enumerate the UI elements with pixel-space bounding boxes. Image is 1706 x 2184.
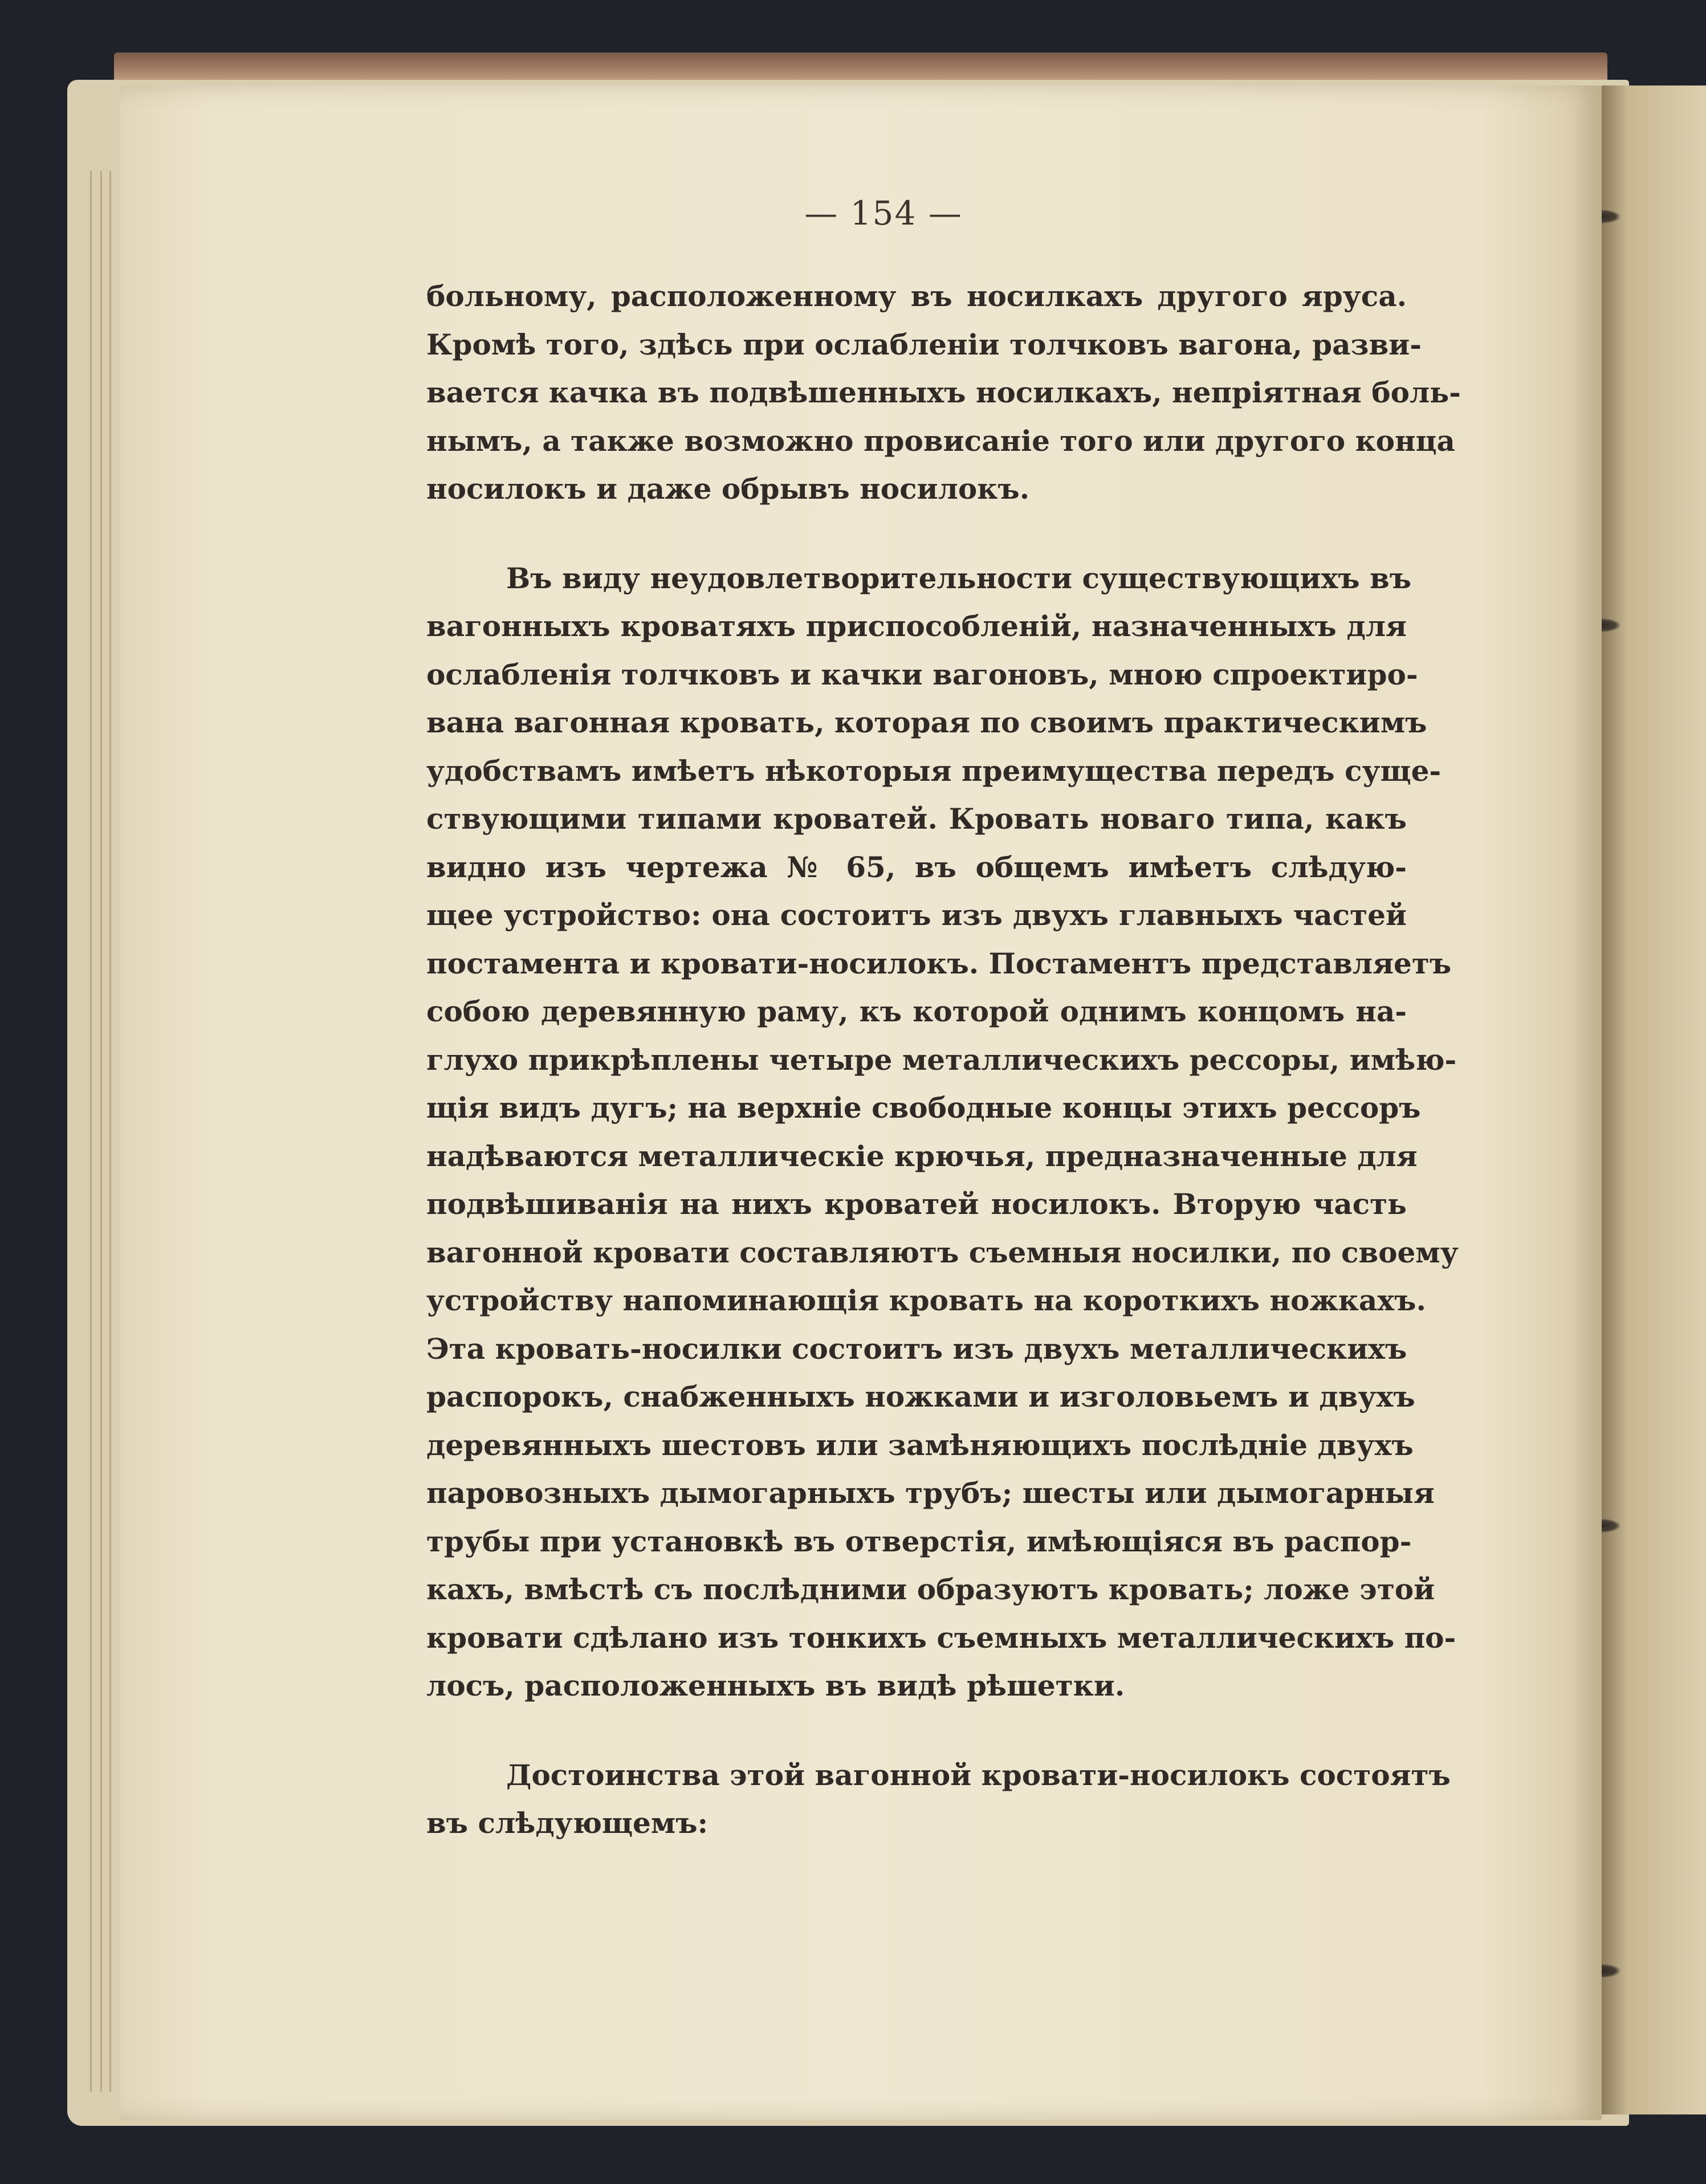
text-line: вается качка въ подвѣшенныхъ носилкахъ, непріятная боль- (426, 376, 1461, 409)
paragraph-1 (426, 272, 1461, 514)
text-line: больному, расположенному въ носилкахъ другого яруса. (426, 279, 1407, 313)
text-line: вагонной кровати составляютъ съемныя носилки, по своему (426, 1235, 1459, 1269)
page-edge-line (90, 171, 92, 2092)
text-line: устройству напоминающія кровать на короткихъ ножкахъ. (426, 1283, 1426, 1317)
text-line: распорокъ, снабженныхъ ножками и изголовьемъ и двухъ (426, 1380, 1415, 1413)
page-edge-line (100, 171, 102, 2092)
page-body (426, 272, 1461, 1848)
text-line: Въ виду неудовлетворительности существующихъ въ (506, 561, 1412, 595)
text-line: щія видъ дугъ; на верхніе свободные концы этихъ рессоръ (426, 1091, 1421, 1124)
text-line: нымъ, а также возможно провисаніе того или другого конца (426, 423, 1455, 458)
page-edge-line (109, 171, 111, 2092)
paragraph-gap (426, 1710, 1407, 1751)
page-number-header: — 154 — (804, 194, 963, 233)
text-line: кахъ, вмѣстѣ съ послѣдними образуютъ кровать; ложе этой (426, 1572, 1435, 1606)
text-line: Эта кровать-носилки состоитъ изъ двухъ металлическихъ (426, 1331, 1407, 1366)
text-line: постамента и кровати-носилокъ. Постаментъ представляетъ (426, 946, 1452, 980)
text-line: паровозныхъ дымогарныхъ трубъ; шесты или дымогарныя (426, 1476, 1435, 1510)
text-line: Кромѣ того, здѣсь при ослабленіи толчковъ вагона, разви- (426, 327, 1422, 361)
paragraph-2 (426, 555, 1459, 1710)
text-line: вагонныхъ кроватяхъ приспособленій, назначенныхъ для (426, 609, 1407, 643)
text-line: глухо прикрѣплены четыре металлическихъ рессоры, имѣю- (426, 1042, 1457, 1077)
text-line: деревянныхъ шестовъ или замѣняющихъ послѣдніе двухъ (426, 1428, 1414, 1462)
text-line: удобствамъ имѣетъ нѣкоторыя преимущества передъ суще- (426, 753, 1442, 788)
text-line: ослабленія толчковъ и качки вагоновъ, мною спроектиро- (426, 657, 1418, 691)
text-line: надѣваются металлическіе крючья, предназначенные для (426, 1139, 1418, 1173)
text-line: Достоинства этой вагонной кровати-носилокъ состоятъ (506, 1758, 1451, 1792)
text-line: трубы при установкѣ въ отверстія, имѣющіяся въ распор- (426, 1524, 1412, 1558)
paragraph-3 (426, 1751, 1451, 1848)
adjacent-page-edge (1602, 85, 1706, 2114)
text-line: собою деревянную раму, къ которой однимъ концомъ на- (426, 995, 1407, 1028)
text-line: кровати сдѣлано изъ тонкихъ съемныхъ металлическихъ по- (426, 1620, 1456, 1655)
text-line: щее устройство: она состоитъ изъ двухъ главныхъ частей (426, 898, 1407, 932)
text-line: видно изъ чертежа № 65, въ общемъ имѣетъ слѣдую- (426, 850, 1407, 884)
text-line: подвѣшиванія на нихъ кроватей носилокъ. Вторую часть (426, 1187, 1407, 1221)
text-line: ствующими типами кроватей. Кровать новаго типа, какъ (426, 802, 1407, 836)
text-line: лосъ, расположенныхъ въ видѣ рѣшетки. (426, 1669, 1125, 1702)
paragraph-gap (426, 514, 1407, 555)
text-line: въ слѣдующемъ: (426, 1806, 709, 1840)
text-line: вана вагонная кровать, которая по своимъ практическимъ (426, 706, 1427, 739)
text-line: носилокъ и даже обрывъ носилокъ. (426, 472, 1030, 506)
